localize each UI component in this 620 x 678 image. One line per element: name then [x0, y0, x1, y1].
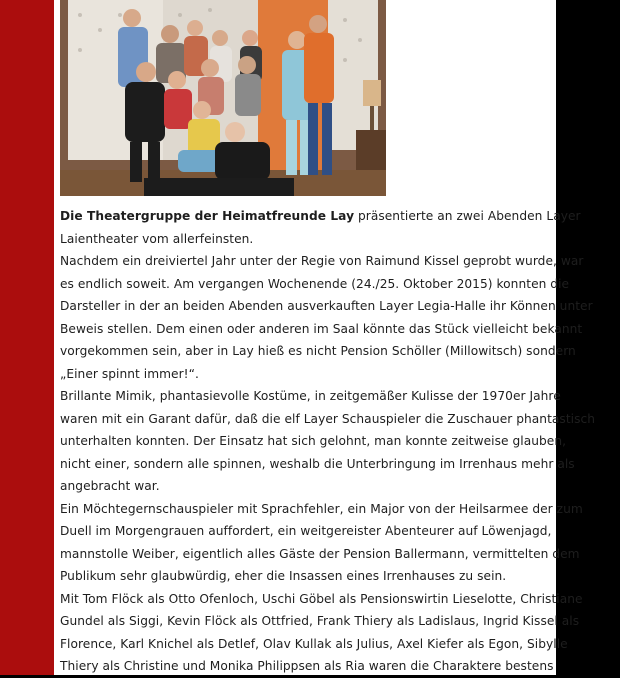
article-page	[54, 0, 596, 675]
article-line: Mit Tom Flöck als Otto Ofenloch, Uschi Göbel als Pensionswirtin Lieselotte, Christiane	[60, 591, 583, 606]
article-line: vorgekommen sein, aber in Lay hieß es nicht Pension Schöller (Millowitsch) sondern	[60, 344, 576, 358]
left-red-band	[0, 0, 54, 675]
article-line: Thiery als Christine und Monika Philippsen als Ria waren die Charaktere bestens	[60, 659, 554, 673]
theater-group-photo	[60, 0, 386, 196]
article-line: mannstolle Weiber, eigentlich alles Gäste der Pension Ballermann, vermittelten dem	[60, 546, 580, 561]
article-text	[60, 205, 596, 678]
article-line: Beweis stellen. Dem einen oder anderen im Saal könnte das Stück vielleicht bekannt	[60, 321, 583, 336]
article-line: Publikum sehr glaubwürdig, eher die Insassen eines Irrenhauses zu sein.	[60, 569, 507, 583]
article-line: Nachdem ein dreiviertel Jahr unter der Regie von Raimund Kissel geprobt wurde, war	[60, 254, 584, 268]
theater-group-photo-drawing	[60, 0, 386, 196]
article-line: unterhalten konnten. Der Einsatz hat sich gelohnt, man konnte zeitweise glauben,	[60, 434, 567, 448]
article-line: „Einer spinnt immer!“.	[60, 366, 199, 381]
article-line: waren mit ein Garant dafür, daß die elf Layer Schauspieler die Zuschauer phantastisch	[60, 411, 596, 426]
article-lead-rest: präsentierte an zwei Abenden Layer	[354, 209, 581, 223]
article-line: Darsteller in der an beiden Abenden ausverkauften Layer Legia-Halle ihr Können unter	[60, 299, 593, 313]
article-line-1	[60, 205, 581, 228]
article-line: nicht einer, sondern alle spinnen, weshalb die Unterbringung im Irrenhaus mehr als	[60, 456, 575, 471]
article-line: Duell im Morgengrauen auffordert, ein weitgereister Abenteurer auf Löwenjagd,	[60, 524, 552, 538]
article-line: Brillante Mimik, phantasievolle Kostüme, in zeitgemäßer Kulisse der 1970er Jahre	[60, 389, 561, 403]
article-line: Ein Möchtegernschauspieler mit Sprachfehler, ein Major von der Heilsarmee der zum	[60, 501, 583, 516]
article-line: es endlich soweit. Am vergangen Wochenende (24./25. Oktober 2015) konnten die	[60, 276, 570, 291]
article-line: Laientheater vom allerfeinsten.	[60, 231, 254, 246]
article-lead-bold: Die Theatergruppe der Heimatfreunde Lay	[60, 209, 355, 223]
article-line: Florence, Karl Knichel als Detlef, Olav Kullak als Julius, Axel Kiefer als Egon, Sibylle	[60, 636, 568, 651]
article-line: angebracht war.	[60, 479, 160, 493]
article-line: Gundel als Siggi, Kevin Flöck als Ottfried, Frank Thiery als Ladislaus, Ingrid Kissel als	[60, 614, 580, 628]
